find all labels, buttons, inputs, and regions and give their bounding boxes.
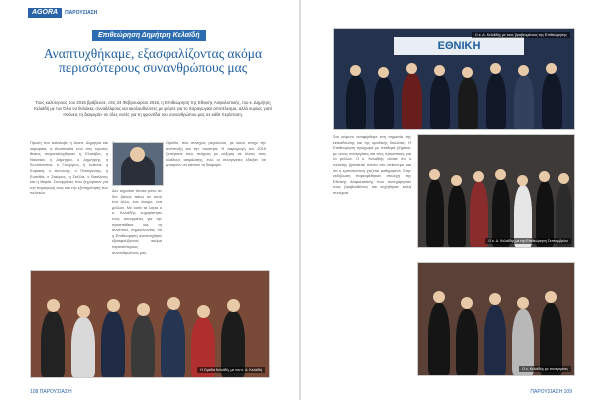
- magazine-section: ΠΑΡΟΥΣΙΑΣΗ: [65, 10, 98, 16]
- group-photo-bottom-right: [417, 262, 575, 376]
- caption-top-right: Ο κ. Δ. Κελαϊδής με τους βραβευμένους της Επιθεώρησης: [472, 32, 570, 38]
- page-number-left: 108 ΠΑΡΟΥΣΙΑΣΗ: [30, 389, 72, 395]
- left-page: [0, 0, 299, 400]
- article-column-3: Ομάδα, που συνεχώς μεγαλώνει, με κοινό στόχο την ανάπτυξη και την ποιότητα. Η παραγωγή του 2015 ξεπέρασε τους στόχους με αύξηση σε όλους τους κλάδους ασφάλισης, ενώ οι συνεργάτες έδειξαν ότι μπορούν να κάνουν τη διαφορά.: [166, 140, 266, 168]
- group-photo-top-right: [333, 28, 575, 130]
- caption-left-photo: Η Ομάδα Κελαϊδή, με τον κ. Δ. Κελαϊδή: [197, 367, 265, 373]
- ethniki-sign: ΕΘΝΙΚΗ: [394, 37, 524, 55]
- article-column-2b: Δεν σημαίνει τίποτα μόνο αν δεν βάλεις πάνω σε αυτό ένα άλλο, ένα όνειρο, ένα μέλλον. Με αυτά τα λόγια ο κ. Κελαϊδής ευχαρίστησε τους συνεργάτες για την προσπάθεια και τη συνέπεια, σημειώνοντας ότι η Επιθεώρηση αναπτύχθηκε εξασφαλίζοντας ακόμα περισσότερους συνανθρώπους μας.: [112, 188, 162, 255]
- caption-bottom-right: Ο κ. Κελαϊδής με συνεργάτες: [519, 366, 571, 372]
- article-headline: Αναπτυχθήκαμε, εξασφαλίζοντας ακόμα περισσότερους συνανθρώπους μας: [43, 46, 263, 75]
- article-lead: Τους καλύτερους του 2015 βράβευσε, στις 24 Φεβρουαρίου 2016, η Επιθεώρηση της Εθνικής Ασφαλιστικής, του κ. Δημήτρη Κελαϊδή με τον Όλο να θυλάκια, συναδέλφους και ακολουθούντες με φόρτε για το παραγωγικό αποτέλεσμα, αλλά κυρίως γιατί «Κάνεις τη διαφορά» σε όλες αυτές για τη φροντίδα του συνανθρώπου μας σε κάθε περίσταση.: [34, 100, 272, 117]
- right-page: [301, 0, 600, 400]
- right-article-text: Στο κείμενο αναφέρθηκε στη σημασία της εκπαίδευσης και της ομαδικής δουλειάς. Η Επιθεώρηση προχωρά με σταθερά βήματα, με νέους συνεργάτες και νέες προοπτικές για το μέλλον. Ο κ. Κελαϊδής τόνισε ότι ο πελάτης βρίσκεται πάντα στο επίκεντρο και ότι η εμπιστοσύνη χτίζεται καθημερινά. Στην εκδήλωση παρευρέθηκαν στελέχη της Εθνικής Ασφαλιστικής που συνεχάρησαν τους βραβευθέντες και ευχήθηκαν καλή συνέχεια.: [333, 134, 411, 195]
- group-photo-mid-right: [417, 134, 575, 248]
- page-number-right: ΠΑΡΟΥΣΙΑΣΗ 109: [530, 389, 572, 395]
- article-banner: Επιθεώρηση Δημήτρη Κελαϊδή: [92, 30, 206, 41]
- masthead: [28, 8, 97, 18]
- magazine-brand: AGORA: [28, 8, 62, 18]
- portrait-photo: [112, 142, 164, 186]
- caption-mid-right: Ο κ. Δ. Κελαϊδής με την Επιθεώρηση Σεπτεμβρίου: [485, 238, 571, 244]
- group-photo-left: [30, 270, 270, 378]
- article-column-1: Πρώτη στο κατάλαβε η Αναπ. Δήμητρα και κορυφαία, η Αναστασία ενώ στις πρώτες θέσεις συγκαταλέχθηκαν η Ελισάβετ, η Ναυσικά, η Δήμητρα, ο Δημήτρης, η Κωνσταντίνα, ο Γεώργιος, η Ιωάννα, η Κυριακή, ο Αντώνης, ο Παναγιώτης, η Ευανθία, ο Σταύρος, η Στέλλα, ο Βασίλειος και η Μαρία. Συνεργάτες που ξεχώρισαν για την παραγωγή τους και την εξυπηρέτηση των πελατών.: [30, 140, 108, 196]
